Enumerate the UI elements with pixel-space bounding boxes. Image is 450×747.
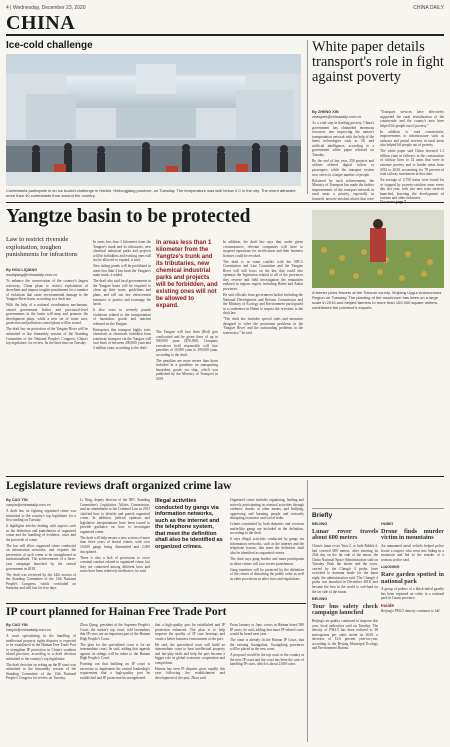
story-3-paragraph: The draft will help ensure a new system of more than three years of lawful crimes, with over 10,000 gangs being dismantled and 2,000 disciplined.	[80, 535, 150, 554]
story-4-paragraph: Zhou Qiang, president of the Supreme People's Court, the nation's top court, told lawmakers that IP cases are an important part of the Hainan High People's Court.	[80, 623, 150, 641]
flowers-photo-caption: A farmer picks flowers at the Toksum county, Xinjiang Uygur Autonomous Region on Tuesday. The planting of the mushroom has been on a large scale in 2015 and helped farmers to more than 100,000 square meters, contributes the province's exports	[312, 290, 442, 310]
story-3-column-2	[80, 498, 150, 598]
story-3-paragraph: Li Ning, deputy director of the NPC Standing Committee's Legislative Affairs Commission, said an amendment to the Criminal Law in 2011 clarified how to identify and punish organized crime. In addition, judicial opinions and legislative interpretations have been issued to provide guidance on how to investigate organized crime.	[80, 498, 150, 534]
main-story-deck: Law to restrict riverside exploitation, toughen punishments for infractions	[6, 236, 78, 258]
main-story-paragraph: The draft also said local governments in the Yangtze basin will be required to clean up their water, guidelines and plans, and roll out law enforcement measures to protect and rearrange the basin.	[93, 279, 151, 307]
column-divider	[307, 40, 308, 194]
main-story-pull-quote: In areas less than 1 kilometer from the Yangtze's trunk and its tributaries, new chemical industrial parks and projects will be forbidden, and existing ones will not be allowed to expand.	[156, 240, 218, 309]
section-rule	[6, 34, 444, 36]
story-3-headline: Legislature reviews draft organized crime law	[6, 480, 232, 492]
main-story-paragraph: To enhance the conservation of the country's largest waterway, China plans to restrict exploitation of shorelines and impose tougher punishment for a number of violations that cause environmental damage to the Yangtze River basin, according to a draft law.	[6, 279, 88, 302]
story-4-paragraph: The plan for the specialized court is for an intermediate court, he said, adding that appeals against its rulings will be taken to the Hainan High People's Court.	[80, 642, 150, 661]
section-title: CHINA	[6, 12, 76, 34]
inside-text: Beijing's PM2.5 density continues to fall	[381, 608, 440, 613]
side-story-paragraph: An average of 5,750 trains were found for or stopped by poverty-stricken areas every day last year, with two new train services launched, boosting the development of tourism and other industries.	[380, 178, 444, 200]
main-story-paragraph: New tailing ponds will be prohibited in areas less than 3 km from the Yangtze's main trunk, it added.	[93, 264, 151, 278]
main-story-byline: By HOU LIQIANG houliqiang@chinadaily.com.cn	[6, 268, 58, 277]
main-story-paragraph: The Yangtze will face fines (Red) gets confiscated and be given fines of up to 500,000 yuan ($76,500). Company executives held responsible will face penalties of 10,000 yuan to 200,000 yuan, according to the draft.	[156, 330, 218, 357]
photo-caption: Contestants participate in an ice bucket challenge in Harbin, Heilongjiang province, on Tuesday. The temperature was well below 0 C in the city. The event attracted more than 40 contestants from around the country.	[6, 188, 296, 198]
story-3-paragraph: The draft was reviewed by the 24th session of the Standing Committee of the 13th National People's Congress, which concluded on Saturday and will last for five days.	[6, 572, 76, 591]
side-story-email: zhengxin@chinadaily.com.cn	[312, 114, 361, 119]
briefly-text: An unmanned aerial vehicle helped police locate a suspect who went into hiding in a mountain and led to the murder of a woman, police said.	[381, 544, 444, 562]
story-4-email: caoyin@chinadaily.com.cn	[6, 627, 51, 632]
story-3-paragraph: It says illegal activities conducted by gangs via information networks, such as the internet and the telephone system, that meet the definition shall also be identified as organized crimes.	[230, 537, 304, 556]
side-story-headline: White paper details transport's role in fight against poverty	[312, 39, 444, 85]
main-story-rule	[6, 202, 444, 203]
side-story-paragraph: The white paper said China invested 1.2 trillion yuan in railways in the construction of railway lines to 14 areas that were in extreme poverty and to border areas from 2012 to 2020, accounting for 78 percent of total railway investment in that time.	[380, 149, 444, 177]
briefly-text: China's lunar rover Yutu-2, or Jade Rabbit-2, had covered 600 meters, after entering its 25th day on the far side of the moon, the China National Space Administration said on Tuesday. Both the lander and the rover, carried by the Chang'e 4 probe, have switched to dormant mode for the lunar night, the administration said. The Chang'e 4 probe was launched in December 2018, and became the first in the world to soft-land on the far side of the moon.	[312, 544, 378, 594]
story-3-paragraph: Crimes committed by both domestic and overseas mafia-like gangs are included in the definition, according to the draft.	[230, 522, 304, 536]
inside-label: Inside	[381, 603, 395, 609]
story-4-rule	[6, 603, 306, 604]
page-date: 4 | Wednesday, December 23, 2020	[6, 5, 86, 11]
ice-challenge-photo	[6, 54, 301, 186]
briefly-text: A group of pokers of a black-tailed gazelle has been captured on video in a national park in Gansu province.	[381, 587, 444, 601]
main-story-paragraph: The penalties are more severe than those included in a guideline on transporting hazardous goods via ship, which was published by the Ministry of Transport in 2019.	[156, 358, 218, 381]
story-4-column-2	[80, 623, 150, 743]
side-story-paragraph: Bolstered by such achievements, the Ministry of Transport has made the further improvements of the transport network in rural areas a priority, especially in formerly poverty-stricken places that were	[312, 178, 374, 200]
main-story-column-2	[93, 240, 151, 473]
briefly-label: Briefly	[312, 512, 333, 519]
story-3-paragraph: There is also a lack of provisions to cover criminal conduct related to organized crime, but they are connected among different laws and some have been relatively ineffective, he said.	[80, 555, 150, 574]
main-story-paragraph: "The draft law includes special rules and measures designed to solve the prominent problems in the 'Yangtze River' and the outstanding problems in the waterways," he said.	[223, 317, 303, 335]
briefly-headline: Lunar rover travels about 600 meters	[312, 527, 378, 542]
story-4-paragraph: that a high-quality port be established and IP protection enhanced. The plan is to help improve the quality of IP case hearings and create a better business environment at the port.	[155, 623, 225, 641]
story-3-email: caoyin@chinadaily.com.cn	[6, 502, 51, 507]
story-4-paragraph: The draft decision on setting up the IP court was submitted to the bimonthly session of the Standing Committee of the 13th National People's Congress for review on Tuesday.	[6, 662, 76, 681]
main-story-paragraph: With the help of a national coordination mechanism, central government bodies and provincial-level governments in the basin will map and promote the development plans, while a new set of water uses, protection and pollution control plans will be issued.	[6, 303, 88, 326]
main-story-paragraph: In areas less than 1 kilometer from the Yangtze's trunk and its tributaries, new chemical industrial parks and projects will be forbidden, and existing ones will not be allowed to expand, it said.	[93, 240, 151, 263]
story-4-paragraph: From January to June, courts in Hainan heard 580 IP cases, he said, adding that more IP-related cases would be heard next year.	[230, 623, 304, 637]
flowers-photo	[312, 210, 444, 288]
story-4-headline: IP court planned for Hainan Free Trade Port	[6, 606, 227, 618]
main-story-paragraph: The draft is in some conflict with the NPC's Constitution and Law Committee and the Yangtze River will still focus on the law that could also optimize the legislation related to all of the provinces they reverse and field investigation the remunities endured in regions region, including Hubei and Anhui provinces.	[223, 259, 303, 291]
story-3-byline: By CAO YIN caoyin@chinadaily.com.cn	[6, 498, 51, 507]
briefly-location: HUBEI	[381, 522, 393, 526]
story-3-paragraph: Organized crime includes organizing, leading and actively participating in criminal activities through violence, threats or other means, and bullying, oppressing and harming people and seriously disrupting economic and social order.	[230, 498, 304, 521]
side-story-column-2	[380, 110, 444, 200]
story-4-paragraph: A proposal would be the top court in the country at the new IP court and the court has been the case of handling IP cases, which is about 2,000 cases.	[230, 653, 304, 667]
side-story-column-1	[312, 110, 374, 200]
briefly-divider	[307, 480, 308, 742]
briefly-location: LIAONING	[381, 565, 400, 570]
story-3-paragraph: Gang members will be protected by the definition of the crimes of disturbing the public order as well as other provisions in other laws and regulations.	[230, 567, 304, 581]
story-3-column-4	[230, 498, 304, 598]
main-story-paragraph: Enterprises that transport highly toxic chemicals or chemicals forbidden from waterway transport via the Yangtze will face fines of between 200,000 yuan and 2 million yuan, according to the draft.	[93, 327, 151, 351]
story-4-column-4	[230, 623, 304, 743]
story-4-column-1	[6, 623, 76, 743]
story-3-column-1	[6, 498, 76, 598]
publication-name: CHINA DAILY	[413, 5, 444, 11]
side-story-paragraph: "Transport services have effectively supported the rural revitalization of the countryside and the county's area have helped lift people out of poverty."	[380, 110, 444, 128]
briefly-text: Beijing's air quality continued to improve this year, local authorities said on Tuesday. The density of PM2.5 has been reduced to 38 micrograms per cubic meter in 2020, a decrease of 12.6 percent year-on-year, according to the Beijing Municipal Ecology and Environment Bureau.	[312, 619, 378, 651]
story-3-pull-quote: Illegal activities conducted by gangs via information networks, such as the internet and the telephone system, that meet the definition shall also be identified as organized crimes.	[155, 498, 223, 550]
main-story-headline: Yangtze basin to be protected	[6, 206, 251, 227]
photo-kicker: Ice-cold challenge	[6, 40, 93, 51]
briefly-location: BEIJING	[312, 522, 328, 526]
ice-sculpture-image	[6, 54, 301, 186]
briefly-headline: Tour bus safety check campaign launched	[312, 602, 378, 617]
briefly-column-1	[312, 522, 378, 742]
briefly-rule	[312, 508, 444, 509]
main-story-column-4	[223, 240, 303, 473]
side-story-paragraph: In addition to road construction, improvements to infrastructure such as railways and postal services in rural areas also helped lift people out of poverty.	[380, 129, 444, 148]
main-story-paragraph: The draft law on protection of the Yangtze River will be submitted to the bimonthly session of the Standing Committee of the National People's Congress, China's top legislature, for review. Its the third time on Tuesday.	[6, 327, 88, 346]
story-3-paragraph: The draft says gang leaders and main participants in those crimes will face severe punishment.	[230, 557, 304, 566]
story-3-paragraph: A draft law on fighting organized crime was submitted to the country's top legislature for a first reading on Tuesday.	[6, 509, 76, 523]
side-story-byline: By ZHENG XIN zhengxin@chinadaily.com.cn	[312, 110, 361, 119]
story-3-paragraph: The law will allow organized crime conducted on information networks, and requires the prevention of such crime to be strengthened in institutionalized. The achievements of a three-year campaign launched by the central government in 2018.	[6, 543, 76, 571]
side-story-paragraph: As a vital step in battling poverty, China's government has channeled enormous resources into improving the nation's transportation network with the help of the latest technologies such as 5G and artificial intelligence, according to a government white paper released on Tuesday.	[312, 121, 374, 157]
story-3-paragraph: It highlights articles dealing with aspects such as the definition and punishment of organized crime and the handling of evidence, cases and the proceeds of crime.	[6, 524, 76, 542]
story-4-paragraph: He said, the specialized court will build an intermediate court to hear intellectual property and fair-play trials and help the port become a bigger role in global economic cooperation and competition.	[155, 642, 225, 665]
main-story-paragraph: In addition, the draft law says that, under given circumstances, relevant companies will have to suspend operations for rectification and their business licenses could be revoked.	[223, 240, 303, 258]
main-story-paragraph: He said officials from government bodies including the National Development and Reform Commission and the Ministry of Ecology and Environment participated in a conference in Hubei to inspect the revisions to the draft law.	[223, 293, 303, 316]
story-4-paragraph: The court is already fit the Hainan IP Court, that the existing Guangzhou, Guangdong provinces will be placed in the new court.	[230, 638, 304, 652]
briefly-headline: Drone finds murder victim in mountains	[381, 527, 444, 542]
main-story-column-1	[6, 268, 88, 473]
story-4-byline: By CAO YIN caoyin@chinadaily.com.cn	[6, 623, 51, 632]
briefly-column-2	[381, 522, 444, 742]
main-story-column-3	[156, 330, 218, 473]
story-4-paragraph: Hainan has seen IP disputes grow rapidly this year following the establishment and development of the port, Zhou said.	[155, 666, 225, 681]
story-4-column-3	[155, 623, 225, 743]
side-story-paragraph: By the end of last year, 258 projects and airlines offered digital tickets to passengers, while the transport system now caters to a larger number of people.	[312, 158, 374, 177]
briefly-location: BEIJING	[312, 597, 328, 602]
flower-farm-image	[312, 210, 444, 288]
story-3-rule	[6, 476, 444, 477]
main-story-paragraph: It also vows to severely punish violations related to the transportation of hazardous goods and nutrient released on the Yangtze.	[93, 308, 151, 326]
main-story-email: houliqiang@chinadaily.com.cn	[6, 272, 58, 277]
briefly-headline: Rare garden spotted in national park	[381, 570, 444, 585]
story-4-paragraph: Pointing out that building an IP court is necessary to implement the central leadership's requirement that a high-quality port be established and IP protection be strengthened.	[80, 662, 150, 681]
story-4-paragraph: A court specializing in the handling of intellectual property rights disputes is expected to be established in the Hainan Free Trade Port to strengthen IP protection in China's southern island province, according to a draft decision submitted to the country's top legislature.	[6, 634, 76, 661]
